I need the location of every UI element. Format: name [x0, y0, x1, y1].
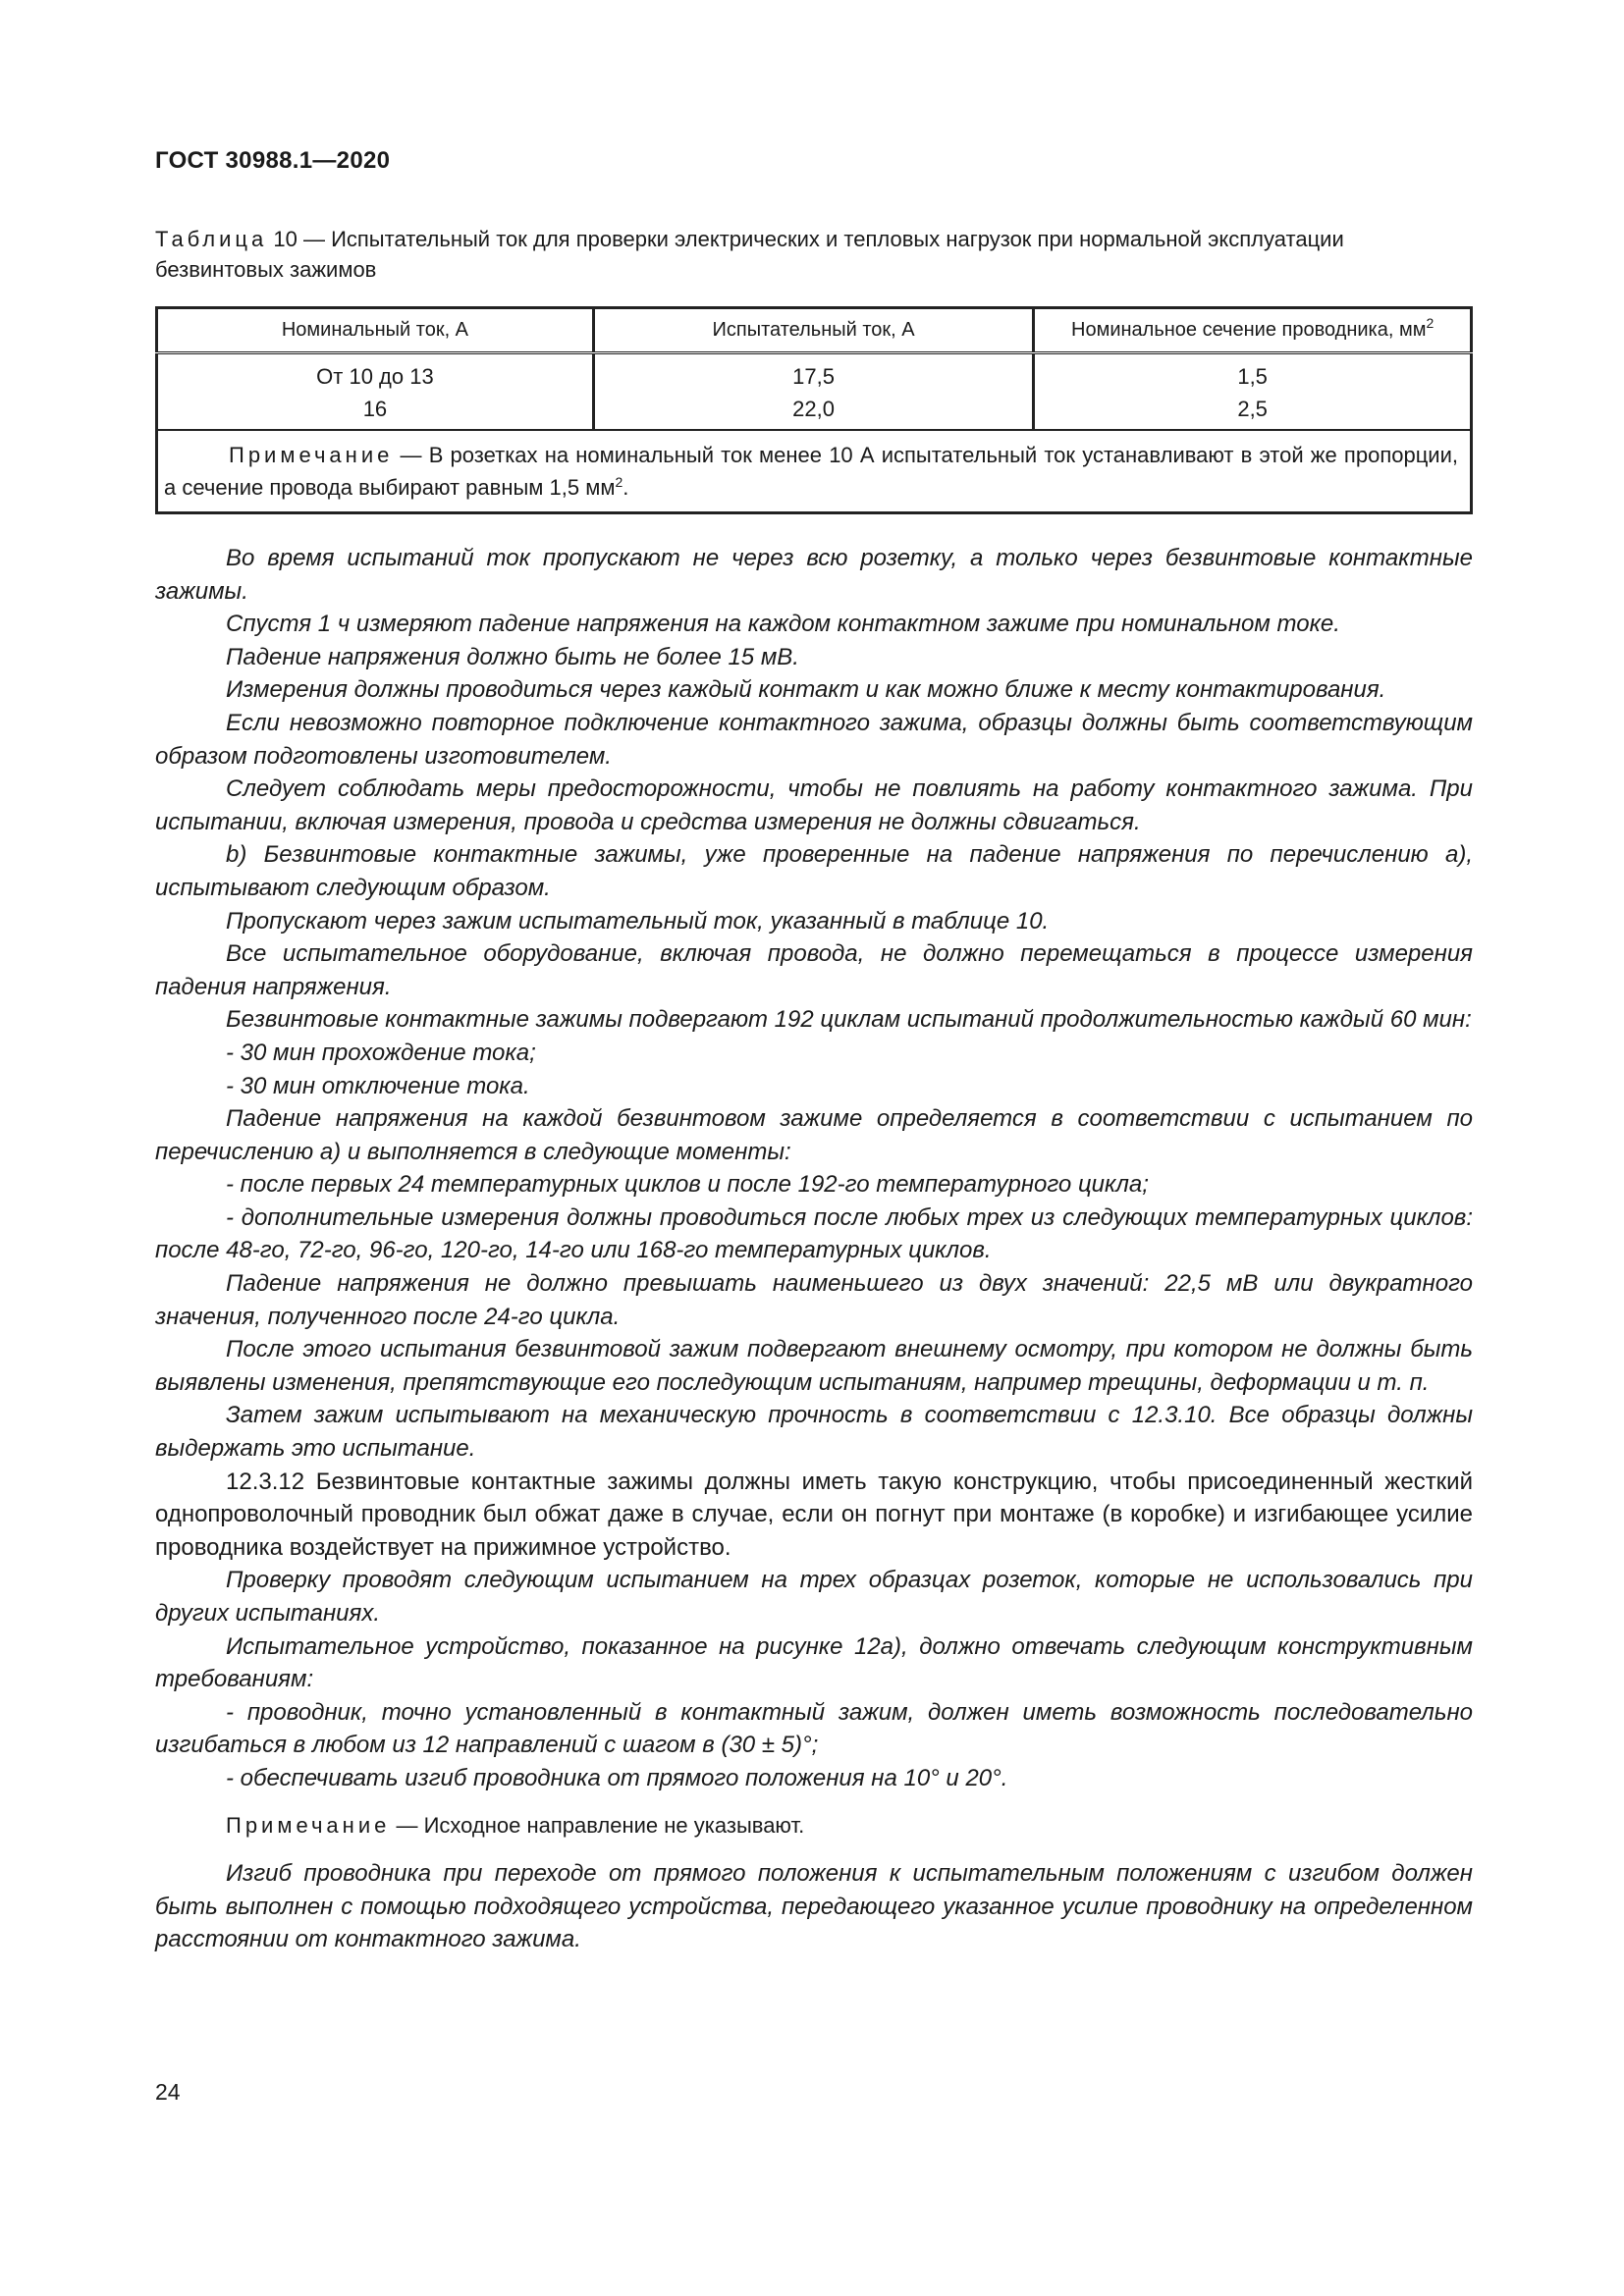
paragraph: Пропускают через зажим испытательный ток, указанный в таблице 10. — [226, 907, 1050, 934]
header-rated-current: Номинальный ток, А — [157, 308, 594, 353]
table-note-sup: 2 — [615, 474, 623, 490]
paragraph: Безвинтовые контактные зажимы подвергают 192 циклам испытаний продолжительностью каждый 60 мин: — [226, 1006, 1472, 1034]
table-header-row — [157, 308, 1472, 353]
table-note-row — [157, 430, 1472, 513]
table-cell: 2,5 — [1237, 397, 1268, 421]
paragraph: Измерения должны проводиться через каждый контакт и как можно ближе к месту контактирования. — [226, 676, 1386, 704]
table-note-end: . — [623, 475, 629, 500]
list-item: - после первых 24 температурных циклов и после 192-го температурного цикла; — [226, 1171, 1149, 1199]
paragraph: Если невозможно повторное подключение контактного зажима, образцы должны быть соответствующим образом подготовлены изготовителем. — [155, 709, 1473, 770]
paragraph: Все испытательное оборудование, включая провода, не должно перемещаться в процессе измерения падения напряжения. — [155, 940, 1473, 1000]
paragraph: Затем зажим испытывают на механическую прочность в соответствии с 12.3.10. Все образцы должны выдержать это испытание. — [155, 1402, 1473, 1463]
paragraph: Падение напряжения не должно превышать наименьшего из двух значений: 22,5 мВ или двукратного значения, полученного после 24-го цикла. — [155, 1270, 1473, 1330]
table-cell: От 10 до 13 — [316, 364, 434, 389]
table-note-label: Примечание — [229, 443, 394, 467]
table-note-text: — В розетках на номинальный ток менее 10 А испытательный ток устанавливают в этой же пропорции, а сечение провода выбирают равным 1,5 мм — [164, 443, 1458, 500]
paragraph: Падение напряжения должно быть не более 15 мВ. — [226, 643, 799, 670]
table-caption-label: Таблица — [155, 227, 268, 251]
note-label: Примечание — [226, 1812, 391, 1838]
table-row — [157, 353, 1472, 431]
page-number: 24 — [155, 2079, 181, 2105]
header-conductor-section — [1034, 308, 1472, 353]
paragraph: Испытательное устройство, показанное на рисунке 12а), должно отвечать следующим конструктивным требованиям: — [155, 1632, 1473, 1693]
table-cell: 17,5 — [792, 364, 835, 389]
table-cell: 1,5 — [1237, 364, 1268, 389]
rated-current-cell — [157, 353, 594, 431]
paragraph: Спустя 1 ч измеряют падение напряжения на каждом контактном зажиме при номинальном токе. — [226, 611, 1340, 638]
paragraph: Во время испытаний ток пропускают не через всю розетку, а только через безвинтовые контактные зажимы. — [155, 545, 1473, 605]
clause-paragraph: 12.3.12 Безвинтовые контактные зажимы должны иметь такую конструкцию, чтобы присоединенный жесткий однопроволочный проводник был обжат даже в случае, если он погнут при монтаже (в коробке) и изгибающее усилие проводника воздействует на прижимное устройство. — [155, 1468, 1473, 1561]
paragraph: После этого испытания безвинтовой зажим подвергают внешнему осмотру, при котором не должны быть выявлены изменения, препятствующие его последующим испытаниям, например трещины, деформации и т. п. — [155, 1336, 1473, 1396]
final-paragraph: Изгиб проводника при переходе от прямого положения к испытательным положениям с изгибом должен быть выполнен с помощью подходящего устройства, передающего указанное усилие проводнику на определенном расстоянии от контактного зажима. — [155, 1860, 1473, 1953]
paragraph: b) Безвинтовые контактные зажимы, уже проверенные на падение напряжения по перечислению а), испытывают следующим образом. — [155, 841, 1473, 901]
paragraph: Следует соблюдать меры предосторожности, чтобы не повлиять на работу контактного зажима. При испытании, включая измерения, провода и средства измерения не должны сдвигаться. — [155, 775, 1473, 835]
note-text: — Исходное направление не указывают. — [390, 1812, 805, 1838]
list-item: - обеспечивать изгиб проводника от прямого положения на 10° и 20°. — [226, 1764, 1008, 1791]
document-header: ГОСТ 30988.1—2020 — [155, 147, 391, 174]
table-cell: 22,0 — [792, 397, 835, 421]
header-conductor-section-text: Номинальное сечение проводника, мм — [1071, 319, 1427, 341]
list-item: - 30 мин отключение тока. — [226, 1072, 530, 1099]
table-note — [157, 430, 1472, 513]
paragraph: Падение напряжения на каждой безвинтовом зажиме определяется в соответствии с испытанием по перечислению а) и выполняется в следующие моменты: — [155, 1105, 1473, 1165]
test-current-table — [155, 306, 1473, 514]
paragraph: Проверку проводят следующим испытанием на трех образцах розеток, которые не использовались при других испытаниях. — [155, 1567, 1473, 1627]
note — [155, 1809, 1473, 1842]
table-cell: 16 — [362, 397, 388, 421]
body-text — [155, 542, 1473, 1956]
conductor-section-cell — [1034, 353, 1472, 431]
list-item: - дополнительные измерения должны проводиться после любых трех из следующих температурных циклов: после 48-го, 72-го, 96-го, 120-го, 14-го или 168-го температурных циклов. — [155, 1203, 1473, 1264]
list-item: - 30 мин прохождение тока; — [226, 1039, 536, 1066]
table-caption — [155, 224, 1471, 285]
table-caption-text: 10 — Испытательный ток для проверки электрических и тепловых нагрузок при нормальной эксплуатации безвинтовых зажимов — [155, 227, 1344, 282]
header-sup: 2 — [1426, 315, 1435, 331]
test-current-cell — [593, 353, 1033, 431]
header-test-current: Испытательный ток, А — [593, 308, 1033, 353]
list-item: - проводник, точно установленный в контактный зажим, должен иметь возможность последовательно изгибаться в любом из 12 направлений с шагом в (30 ± 5)°; — [155, 1698, 1473, 1759]
